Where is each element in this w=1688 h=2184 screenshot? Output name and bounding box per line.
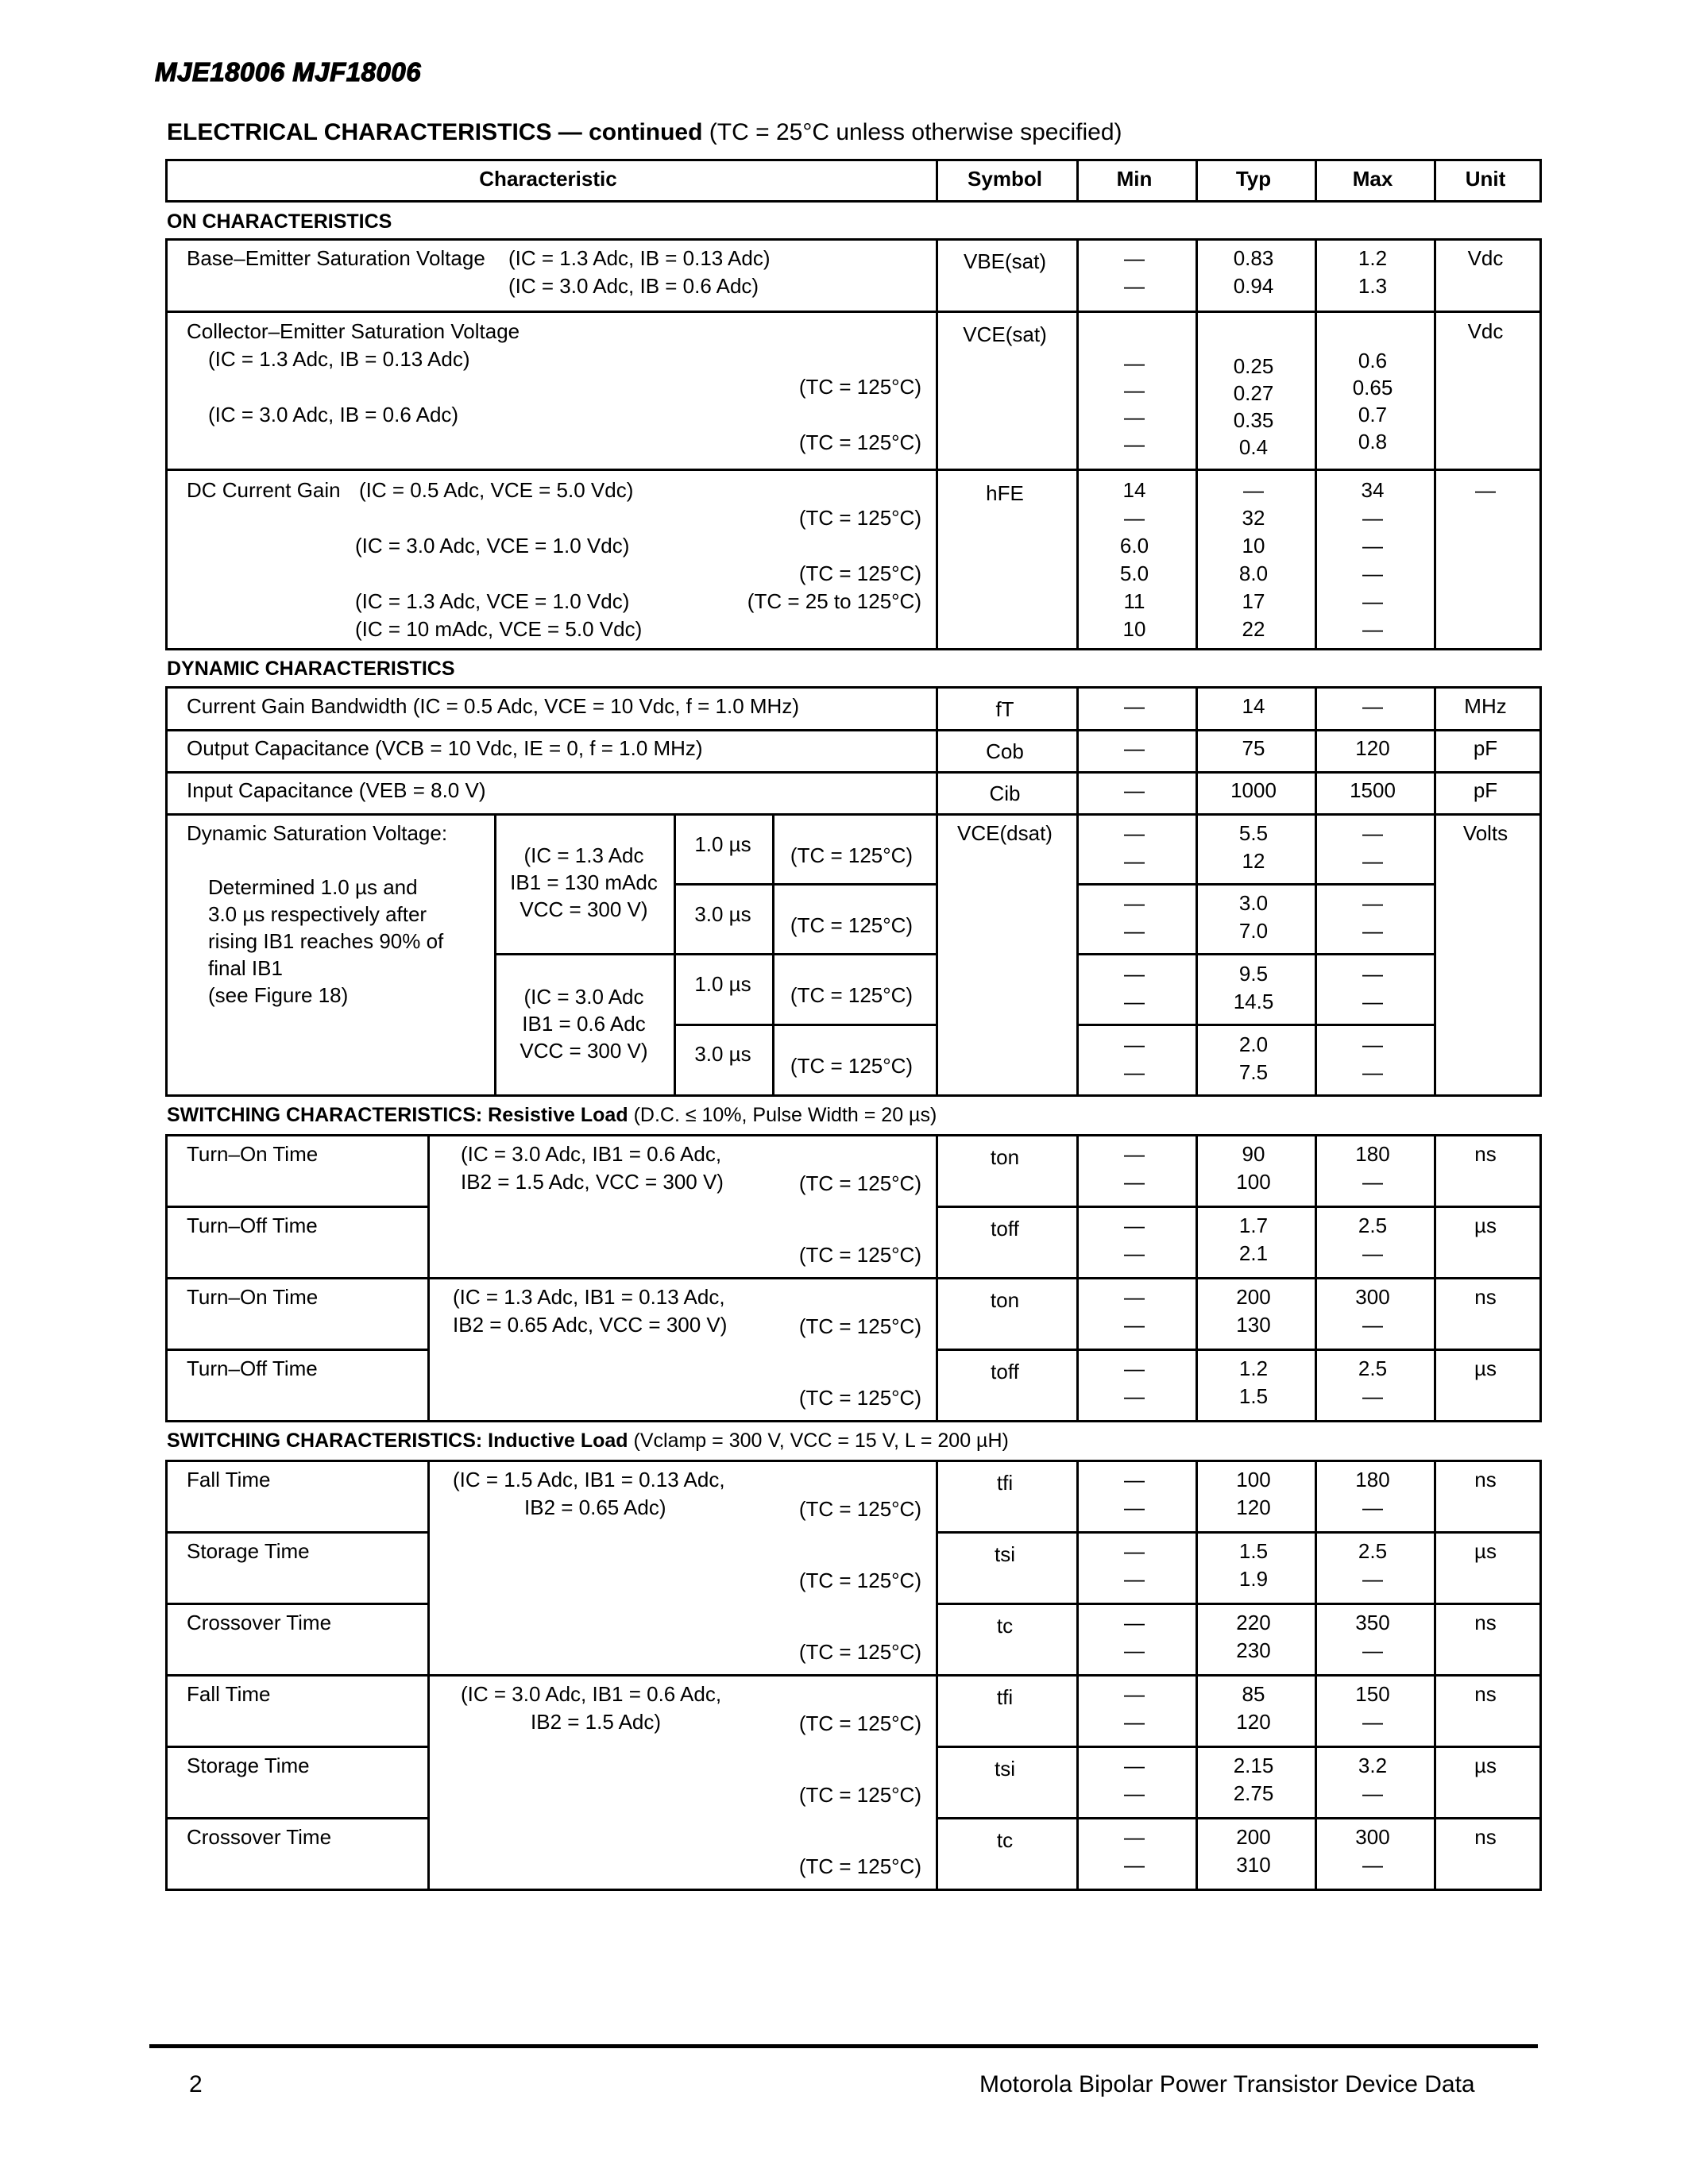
temperature-condition: (TC = 125°C) [798, 430, 921, 454]
typ-value: 3.0 [1238, 891, 1269, 915]
min-value: — [1124, 1285, 1145, 1309]
max-value: — [1362, 589, 1383, 613]
pulse-time: 1.0 µs [694, 972, 751, 996]
typ-value: 1000 [1230, 778, 1277, 802]
condition-text: (IC = 1.3 Adc, IB = 0.13 Adc) [508, 246, 771, 270]
typ-value: 220 [1236, 1611, 1271, 1634]
max-value: — [1362, 1170, 1383, 1194]
unit: ns [1474, 1682, 1497, 1706]
characteristic-name: Turn–Off Time [187, 1214, 318, 1237]
max-value: — [1362, 821, 1383, 845]
max-value: 0.8 [1358, 430, 1388, 453]
unit: ns [1474, 1611, 1497, 1634]
min-value: — [1124, 1495, 1145, 1519]
row-rule [936, 1817, 1542, 1819]
section-title-note: (TC = 25°C unless otherwise specified) [709, 119, 1122, 145]
characteristic-name: Input Capacitance (VEB = 8.0 V) [187, 778, 486, 802]
typ-value: 5.5 [1238, 821, 1269, 845]
symbol: tfi [996, 1685, 1014, 1709]
row-rule [165, 1277, 1542, 1279]
temperature-condition: (TC = 125°C) [798, 1314, 921, 1338]
max-value: — [1362, 1313, 1383, 1337]
condition-text: (IC = 3.0 Adc, VCE = 1.0 Vdc) [355, 534, 630, 558]
max-value: — [1362, 891, 1383, 915]
unit: MHz [1464, 694, 1507, 718]
symbol: tfi [996, 1471, 1014, 1495]
max-value: 350 [1355, 1611, 1390, 1634]
unit: Vdc [1467, 246, 1504, 270]
characteristic-name: Output Capacitance (VCB = 10 Vdc, IE = 0, f = 1.0 MHz) [187, 736, 703, 760]
unit: µs [1474, 1356, 1497, 1380]
characteristic-name: Base–Emitter Saturation Voltage [187, 246, 485, 270]
column-header: Characteristic [479, 167, 617, 191]
condition-text: IB2 = 1.5 Adc) [531, 1710, 662, 1734]
typ-value: — [1243, 478, 1264, 502]
typ-value: 7.0 [1238, 919, 1269, 943]
temperature-condition: (TC = 125°C) [798, 1569, 921, 1592]
typ-value: 17 [1242, 589, 1265, 613]
temperature-condition: (TC = 125°C) [790, 983, 914, 1007]
typ-value: 90 [1242, 1142, 1265, 1166]
max-value: 180 [1355, 1468, 1390, 1491]
typ-value: 10 [1242, 534, 1265, 558]
page-title: MJE18006 MJF18006 [155, 57, 422, 87]
min-value: — [1124, 1754, 1145, 1777]
description-line: final IB1 [208, 956, 283, 980]
symbol: ton [990, 1145, 1020, 1169]
max-value: — [1362, 1710, 1383, 1734]
max-value: 150 [1355, 1682, 1390, 1706]
characteristic-name: Fall Time [187, 1682, 271, 1706]
condition-text: (IC = 1.3 Adc [523, 843, 644, 867]
temperature-condition: (TC = 125°C) [790, 913, 914, 937]
max-value: 0.65 [1352, 376, 1393, 399]
typ-value: 2.1 [1238, 1241, 1269, 1265]
symbol: VBE(sat) [963, 249, 1047, 273]
symbol: ton [990, 1288, 1020, 1312]
max-value: — [1362, 1384, 1383, 1408]
symbol: fT [995, 697, 1014, 721]
typ-value: 120 [1236, 1710, 1271, 1734]
pulse-time: 3.0 µs [694, 902, 751, 926]
min-value: — [1124, 1825, 1145, 1849]
symbol: tsi [995, 1542, 1015, 1566]
characteristic-name: Dynamic Saturation Voltage: [187, 821, 448, 845]
column-header: Typ [1235, 167, 1272, 191]
characteristic-name: Crossover Time [187, 1611, 332, 1634]
row-rule [674, 883, 938, 886]
typ-value: 0.83 [1233, 246, 1274, 270]
typ-value: 75 [1242, 736, 1265, 760]
condition-text: (IC = 3.0 Adc, IB = 0.6 Adc) [208, 403, 459, 426]
row-rule [165, 771, 1542, 774]
typ-value: 0.27 [1233, 381, 1274, 405]
min-value: — [1124, 274, 1145, 298]
typ-value: 1.5 [1238, 1384, 1269, 1408]
min-value: — [1124, 405, 1145, 429]
symbol: tc [996, 1828, 1014, 1852]
description-line: Determined 1.0 µs and [208, 875, 418, 899]
condition-text: IB2 = 0.65 Adc, VCC = 300 V) [453, 1313, 728, 1337]
max-value: 34 [1361, 478, 1385, 502]
symbol: tc [996, 1614, 1014, 1638]
characteristic-name: Crossover Time [187, 1825, 332, 1849]
typ-value: 0.94 [1233, 274, 1274, 298]
max-value: 0.6 [1358, 349, 1388, 372]
max-value: — [1362, 1495, 1383, 1519]
condition-text: (IC = 1.3 Adc, IB1 = 0.13 Adc, [453, 1285, 725, 1309]
row-rule [936, 1746, 1542, 1748]
characteristic-name: Storage Time [187, 1754, 310, 1777]
row-rule [165, 1674, 1542, 1677]
row-rule [1076, 883, 1436, 886]
section-label-note: (D.C. ≤ 10%, Pulse Width = 20 µs) [633, 1104, 937, 1126]
min-value: — [1124, 1214, 1145, 1237]
column-rule [936, 238, 938, 650]
max-value: — [1362, 534, 1383, 558]
symbol: VCE(dsat) [957, 821, 1053, 845]
typ-value: 100 [1236, 1468, 1271, 1491]
unit: pF [1473, 778, 1498, 802]
min-value: — [1124, 891, 1145, 915]
max-value: — [1362, 1853, 1383, 1877]
row-rule [936, 1206, 1542, 1208]
temperature-condition: (TC = 125°C) [798, 1243, 921, 1267]
min-value: — [1124, 962, 1145, 986]
characteristic-name: Turn–Off Time [187, 1356, 318, 1380]
footer-text: Motorola Bipolar Power Transistor Device Data [979, 2071, 1475, 2097]
characteristic-name: Collector–Emitter Saturation Voltage [187, 319, 520, 343]
max-value: 2.5 [1358, 1214, 1388, 1237]
max-value: — [1362, 849, 1383, 873]
section-label-note: (Vclamp = 300 V, VCC = 15 V, L = 200 µH) [633, 1430, 1009, 1452]
row-rule [165, 1206, 430, 1208]
symbol: tsi [995, 1757, 1015, 1781]
unit: Vdc [1467, 319, 1504, 343]
row-rule [1076, 953, 1436, 955]
resistive-section-label [167, 1104, 937, 1127]
temperature-condition: (TC = 125°C) [790, 1054, 914, 1078]
characteristic-name: Current Gain Bandwidth (IC = 0.5 Adc, VCE = 10 Vdc, f = 1.0 MHz) [187, 694, 799, 718]
max-value: — [1362, 617, 1383, 641]
section-label-bold: SWITCHING CHARACTERISTICS: Resistive Load [167, 1104, 628, 1126]
pulse-time: 1.0 µs [694, 832, 751, 856]
column-header: Min [1116, 167, 1153, 191]
row-rule [936, 1603, 1542, 1605]
typ-value: 12 [1242, 849, 1265, 873]
column-header: Unit [1465, 167, 1506, 191]
typ-value: 0.25 [1233, 354, 1274, 378]
symbol: Cib [989, 781, 1021, 805]
temperature-condition: (TC = 125°C) [798, 1386, 921, 1410]
unit: ns [1474, 1142, 1497, 1166]
section-label-dynamic: DYNAMIC CHARACTERISTICS [167, 658, 455, 680]
condition-text: (IC = 1.3 Adc, VCE = 1.0 Vdc) [355, 589, 630, 613]
max-value: 2.5 [1358, 1539, 1388, 1563]
condition-text: IB1 = 130 mAdc [510, 870, 658, 894]
max-value: — [1362, 1781, 1383, 1805]
typ-value: 1.7 [1238, 1214, 1269, 1237]
row-rule [165, 1531, 430, 1534]
symbol: Cob [986, 739, 1024, 763]
symbol: toff [991, 1360, 1019, 1383]
unit: µs [1474, 1539, 1497, 1563]
min-value: — [1124, 919, 1145, 943]
row-rule [674, 1024, 938, 1026]
min-value: — [1124, 1611, 1145, 1634]
min-value: — [1124, 1384, 1145, 1408]
min-value: — [1124, 1142, 1145, 1166]
typ-value: 8.0 [1238, 561, 1269, 585]
section-title-bold: ELECTRICAL CHARACTERISTICS — continued [167, 119, 703, 145]
typ-value: 7.5 [1238, 1060, 1269, 1084]
condition-text: (IC = 10 mAdc, VCE = 5.0 Vdc) [355, 617, 643, 641]
max-value: 2.5 [1358, 1356, 1388, 1380]
min-value: — [1124, 1032, 1145, 1056]
section-title [167, 119, 1122, 146]
min-value: — [1124, 432, 1145, 456]
condition-text: (IC = 1.5 Adc, IB1 = 0.13 Adc, [453, 1468, 725, 1491]
unit: Volts [1462, 821, 1508, 845]
condition-text: VCC = 300 V) [520, 897, 648, 921]
min-value: — [1124, 506, 1145, 530]
typ-value: 2.0 [1238, 1032, 1269, 1056]
min-value: — [1124, 1313, 1145, 1337]
typ-value: 230 [1236, 1638, 1271, 1662]
max-value: — [1362, 1241, 1383, 1265]
min-value: 5.0 [1119, 561, 1149, 585]
temperature-condition: (TC = 125°C) [798, 1171, 921, 1195]
typ-value: 2.75 [1233, 1781, 1274, 1805]
min-value: — [1124, 1638, 1145, 1662]
description-line: (see Figure 18) [208, 983, 349, 1007]
characteristic-name: DC Current Gain [187, 478, 341, 502]
temperature-condition: (TC = 125°C) [798, 1711, 921, 1735]
max-value: 120 [1355, 736, 1390, 760]
condition-text: (IC = 3.0 Adc, IB1 = 0.6 Adc, [461, 1682, 722, 1706]
symbol: toff [991, 1217, 1019, 1241]
symbol: hFE [986, 481, 1024, 505]
typ-value: 0.35 [1233, 408, 1274, 432]
max-value: — [1362, 506, 1383, 530]
typ-value: 130 [1236, 1313, 1271, 1337]
condition-text: (IC = 3.0 Adc [523, 985, 644, 1009]
symbol: VCE(sat) [963, 322, 1047, 346]
row-rule [165, 1603, 430, 1605]
condition-text: (IC = 3.0 Adc, IB1 = 0.6 Adc, [461, 1142, 722, 1166]
characteristic-name: Turn–On Time [187, 1142, 319, 1166]
min-value: 10 [1122, 617, 1146, 641]
unit: — [1475, 478, 1496, 502]
description-line: rising IB1 reaches 90% of [208, 929, 444, 953]
typ-value: 14 [1242, 694, 1265, 718]
temperature-condition: (TC = 125°C) [798, 506, 921, 530]
footer-rule [149, 2044, 1538, 2048]
characteristic-name: Storage Time [187, 1539, 310, 1563]
min-value: — [1124, 1468, 1145, 1491]
max-value: 1.3 [1358, 274, 1388, 298]
max-value: — [1362, 1060, 1383, 1084]
min-value: — [1124, 1060, 1145, 1084]
temperature-condition: (TC = 125°C) [790, 843, 914, 867]
temperature-condition: (TC = 125°C) [798, 1854, 921, 1878]
max-value: — [1362, 694, 1383, 718]
typ-value: 1.2 [1238, 1356, 1269, 1380]
temperature-condition: (TC = 125°C) [798, 1640, 921, 1664]
temperature-condition: (TC = 25 to 125°C) [747, 589, 921, 613]
description-line: 3.0 µs respectively after [208, 902, 427, 926]
unit: µs [1474, 1214, 1497, 1237]
min-value: — [1124, 1682, 1145, 1706]
section-label-bold: SWITCHING CHARACTERISTICS: Inductive Load [167, 1430, 628, 1452]
section-label-on: ON CHARACTERISTICS [167, 210, 392, 233]
typ-value: 200 [1236, 1285, 1271, 1309]
max-value: — [1362, 919, 1383, 943]
min-value: — [1124, 1170, 1145, 1194]
min-value: — [1124, 378, 1145, 402]
row-rule [494, 953, 938, 955]
max-value: 300 [1355, 1825, 1390, 1849]
condition-text: VCC = 300 V) [520, 1039, 648, 1063]
typ-value: 9.5 [1238, 962, 1269, 986]
typ-value: 2.15 [1233, 1754, 1274, 1777]
unit: pF [1473, 736, 1498, 760]
temperature-condition: (TC = 125°C) [798, 1783, 921, 1807]
max-value: — [1362, 1567, 1383, 1591]
min-value: — [1124, 1853, 1145, 1877]
typ-value: 85 [1242, 1682, 1265, 1706]
min-value: 6.0 [1119, 534, 1149, 558]
unit: µs [1474, 1754, 1497, 1777]
condition-text: IB1 = 0.6 Adc [522, 1012, 646, 1036]
typ-value: 1.9 [1238, 1567, 1269, 1591]
max-value: — [1362, 990, 1383, 1013]
row-rule [165, 1746, 430, 1748]
row-rule [165, 1349, 430, 1351]
temperature-condition: (TC = 125°C) [798, 561, 921, 585]
max-value: 3.2 [1358, 1754, 1388, 1777]
min-value: — [1124, 778, 1145, 802]
max-value: 180 [1355, 1142, 1390, 1166]
typ-value: 0.4 [1238, 435, 1269, 459]
min-value: — [1124, 1356, 1145, 1380]
max-value: 1.2 [1358, 246, 1388, 270]
row-rule [165, 1817, 430, 1819]
column-header: Max [1352, 167, 1393, 191]
min-value: — [1124, 246, 1145, 270]
max-value: — [1362, 1638, 1383, 1662]
pulse-time: 3.0 µs [694, 1042, 751, 1066]
min-value: — [1124, 736, 1145, 760]
row-rule [165, 813, 1542, 816]
typ-value: 200 [1236, 1825, 1271, 1849]
min-value: — [1124, 1781, 1145, 1805]
inductive-section-label [167, 1430, 1009, 1453]
typ-value: 310 [1236, 1853, 1271, 1877]
characteristic-name: Fall Time [187, 1468, 271, 1491]
condition-text: (IC = 3.0 Adc, IB = 0.6 Adc) [508, 274, 759, 298]
max-value: — [1362, 962, 1383, 986]
min-value: — [1124, 351, 1145, 375]
min-value: — [1124, 849, 1145, 873]
max-value: 300 [1355, 1285, 1390, 1309]
typ-value: 120 [1236, 1495, 1271, 1519]
min-value: — [1124, 821, 1145, 845]
page-number: 2 [189, 2071, 203, 2097]
min-value: — [1124, 1539, 1145, 1563]
min-value: — [1124, 694, 1145, 718]
typ-value: 100 [1236, 1170, 1271, 1194]
typ-value: 1.5 [1238, 1539, 1269, 1563]
condition-text: IB2 = 1.5 Adc, VCC = 300 V) [461, 1170, 724, 1194]
row-rule [936, 1349, 1542, 1351]
row-rule [165, 311, 1542, 313]
min-value: — [1124, 1567, 1145, 1591]
temperature-condition: (TC = 125°C) [798, 375, 921, 399]
unit: ns [1474, 1285, 1497, 1309]
unit: ns [1474, 1468, 1497, 1491]
min-value: 14 [1122, 478, 1146, 502]
unit: ns [1474, 1825, 1497, 1849]
min-value: 11 [1123, 589, 1145, 613]
condition-text: IB2 = 0.65 Adc) [524, 1495, 666, 1519]
max-value: 1500 [1350, 778, 1396, 802]
min-value: — [1124, 1710, 1145, 1734]
max-value: — [1362, 561, 1383, 585]
max-value: — [1362, 1032, 1383, 1056]
characteristic-name: Turn–On Time [187, 1285, 319, 1309]
column-header: Symbol [968, 167, 1042, 191]
min-value: — [1124, 1241, 1145, 1265]
temperature-condition: (TC = 125°C) [798, 1497, 921, 1521]
min-value: — [1124, 990, 1145, 1013]
row-rule [165, 729, 1542, 731]
row-rule [165, 469, 1542, 471]
typ-value: 32 [1242, 506, 1265, 530]
condition-text: (IC = 0.5 Adc, VCE = 5.0 Vdc) [359, 478, 634, 502]
row-rule [1076, 1024, 1436, 1026]
typ-value: 22 [1242, 617, 1265, 641]
row-rule [936, 1531, 1542, 1534]
max-value: 0.7 [1358, 403, 1388, 426]
condition-text: (IC = 1.3 Adc, IB = 0.13 Adc) [208, 347, 470, 371]
typ-value: 14.5 [1233, 990, 1274, 1013]
